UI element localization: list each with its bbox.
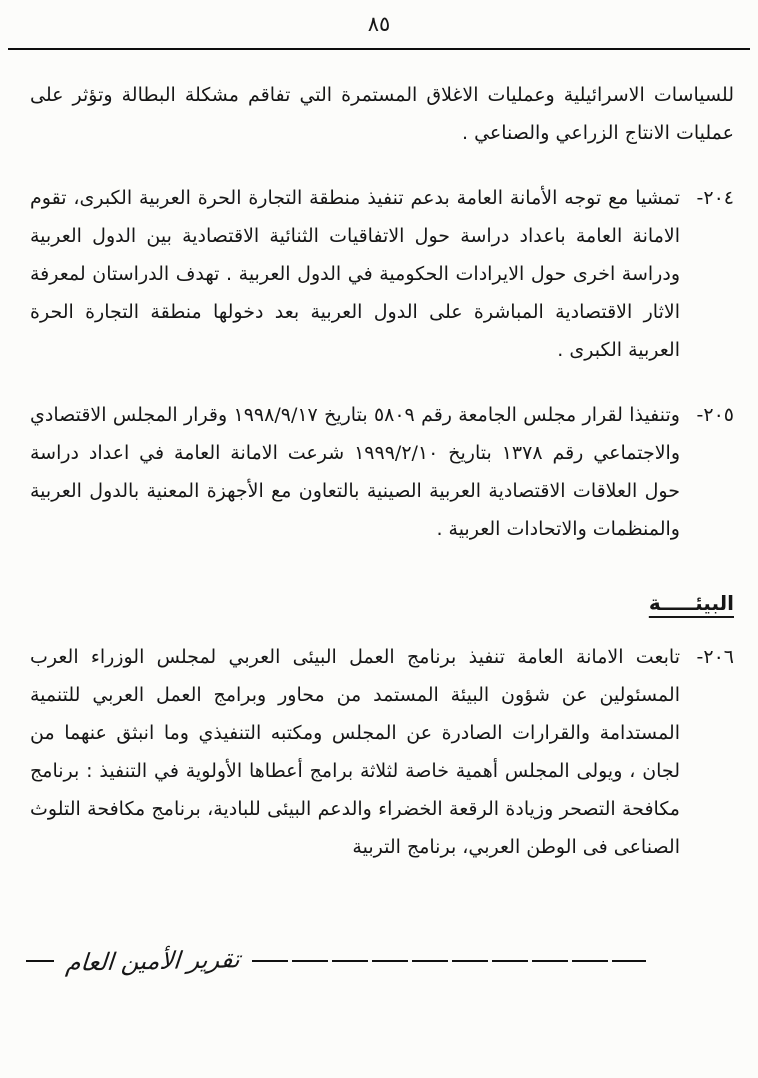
footer-signature: تقرير الأمين العام — [64, 945, 242, 977]
item-text: وتنفيذا لقرار مجلس الجامعة رقم ٥٨٠٩ بتاريخ ١٩٩٨/٩/١٧ وقرار المجلس الاقتصادي والاجتماعي رقم ١٣٧٨ بتاريخ ١٩٩٩/٢/١٠ شرعت الامانة العامة في اعداد دراسة حول العلاقات الاقتصادية العربية الصينية بالتعاون مع الأجهزة المعنية بالدول العربية والمنظمات والاتحادات العربية . — [30, 404, 680, 540]
paragraph-item-204 — [30, 179, 734, 369]
section-heading-text: البيئـــــة — [648, 591, 734, 615]
item-text: تمشيا مع توجه الأمانة العامة بدعم تنفيذ منطقة التجارة الحرة العربية الكبرى، تقوم الامانة العامة باعداد دراسة حول الاتفاقيات الثنائية الاقتصادية بين الدول العربية ودراسة اخرى حول الايرادات الحكومية في الدول العربية . تهدف الدراستان لمعرفة الاثار الاقتصادية المباشرة على الدول العربية بعد دخولها منطقة التجارة الحرة العربية الكبرى . — [30, 187, 680, 361]
page-footer — [26, 938, 646, 984]
item-number: ٢٠٥- — [696, 404, 734, 426]
item-number: ٢٠٦- — [696, 646, 734, 668]
paragraph-item-205 — [30, 396, 734, 548]
item-number: ٢٠٤- — [696, 187, 734, 209]
footer-rule — [252, 960, 646, 962]
item-text: تابعت الامانة العامة تنفيذ برنامج العمل البيئى العربي لمجلس الوزراء العرب المسئولين عن شؤون البيئة المستمد من محاور وبرامج العمل العربي للتنمية المستدامة والقرارات الصادرة عن المجلس ومكتبه التنفيذي وما انبثق عنهما من لجان ، ويولى المجلس أهمية خاصة لثلاثة برامج أعطاها الأولوية في التنفيذ : برنامج مكافحة التصحر وزيادة الرقعة الخضراء والدعم البيئى للبادية، برنامج مكافحة التلوث الصناعى فى الوطن العربي، برنامج التربية — [30, 646, 680, 858]
footer-dash-left — [26, 960, 54, 962]
page-content — [0, 50, 758, 866]
page-number: ٨٥ — [367, 12, 391, 36]
section-heading-environment — [30, 584, 734, 622]
paragraph-item-206 — [30, 638, 734, 866]
paragraph-continuation: للسياسات الاسرائيلية وعمليات الاغلاق المستمرة التي تفاقم مشكلة البطالة وتؤثر على عمليات الانتاج الزراعي والصناعي . — [30, 84, 734, 144]
